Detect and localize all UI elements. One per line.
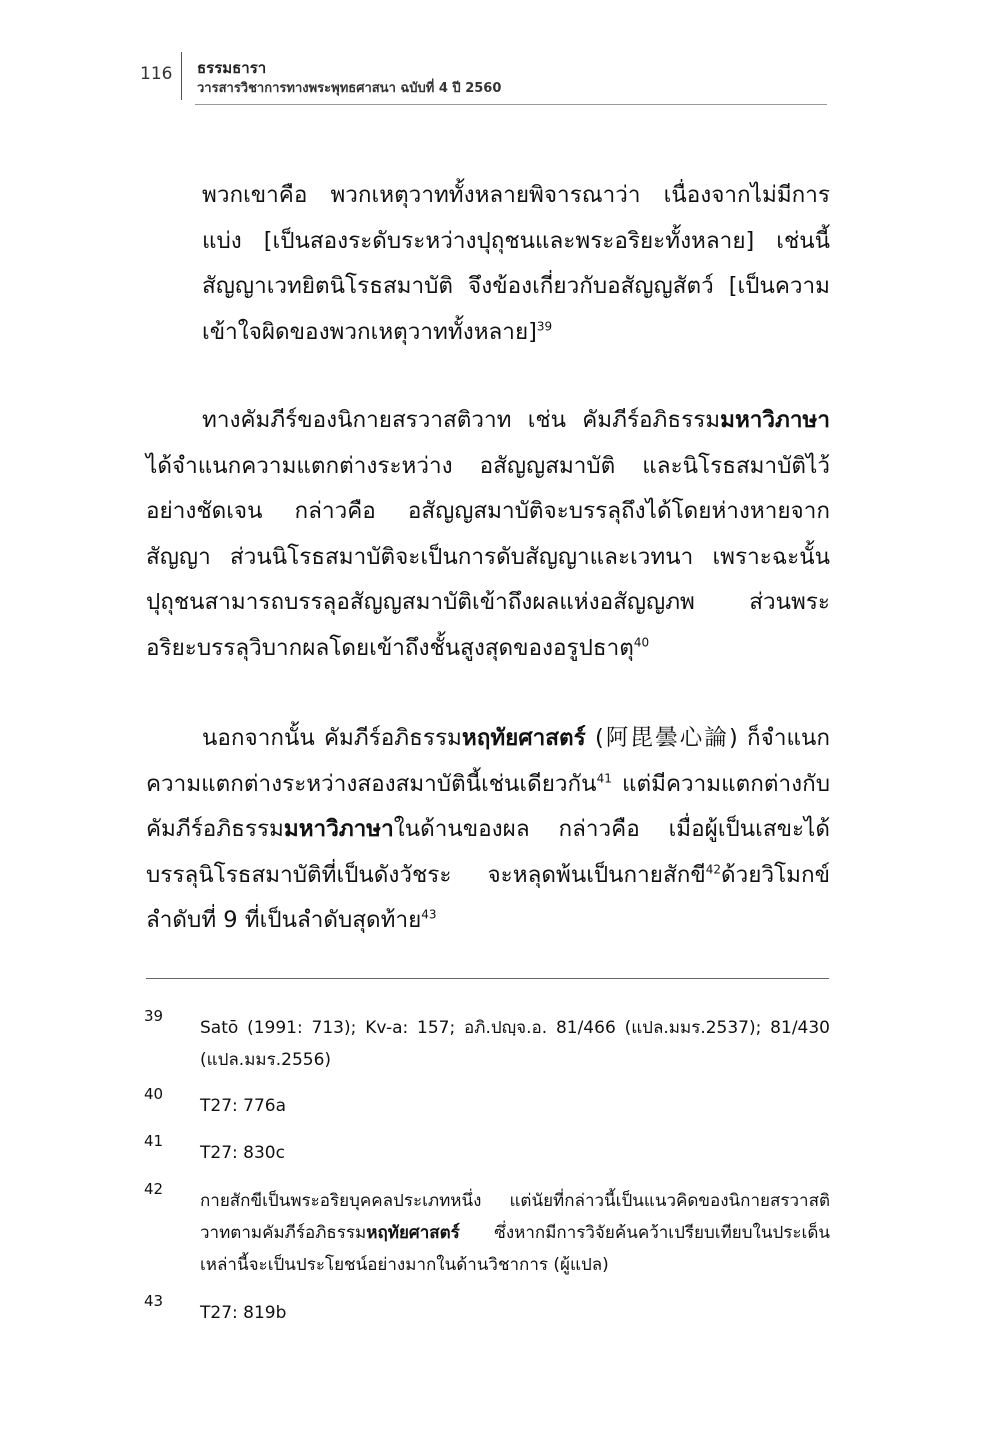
paragraph-1-text: พวกเขาคือ พวกเหตุวาททั้งหลายพิจารณาว่า เนื่องจากไม่มีการแบ่ง [เป็นสองระดับระหว่างปุถุชนและพระอริยะทั้งหลาย] เช่นนี้ สัญญาเวทยิตนิโรธสมาบัติ จึงข้องเกี่ยวกับอสัญญสัตว์ [เป็นความเข้าใจผิดของพวกเหตุวาททั้งหลาย]	[202, 182, 830, 345]
footnote-number: 42	[144, 1180, 164, 1198]
footnote-bold-title: หฤทัยศาสตร์	[366, 1223, 460, 1243]
footnote-ref-39: 39	[536, 319, 553, 333]
footnote-separator	[146, 978, 829, 979]
paragraph-3-text-4: ในด้านของผล กล่าวคือ เมื่อผู้เป็นเสขะได้บรรลุนิโรธสมาบัติที่เป็นดังวัชระ จะหลุดพ้นเป็นกายสักขี	[146, 816, 830, 888]
page-number: 116	[140, 64, 173, 84]
footnote-number: 41	[144, 1132, 164, 1150]
footnote-ref-42: 42	[705, 862, 722, 876]
paragraph-3-bold-2: มหาวิภาษา	[283, 816, 394, 842]
footnote-text: T27: 830c	[200, 1143, 285, 1163]
paragraph-3-text-3: แต่มีความแตกต่างกับคัมภีร์อภิธรรม	[146, 770, 830, 842]
paragraph-3	[146, 716, 830, 944]
paragraph-2-bold-title: มหาวิภาษา	[720, 407, 830, 433]
footnote-text: T27: 819b	[200, 1303, 287, 1323]
paragraph-2-text-before: ทางคัมภีร์ของนิกายสรวาสติวาท เช่น คัมภีร์อภิธรรม	[202, 407, 721, 433]
footnote-ref-40: 40	[633, 635, 650, 649]
journal-title: ธรรมธารา	[197, 59, 267, 77]
paragraph-1	[146, 173, 830, 355]
footnote-number: 43	[144, 1292, 164, 1310]
footnote-text: Satō (1991: 713); Kv-a: 157; อภิ.ปญฺจ.อ. 81/466 (แปล.มมร.2537); 81/430 (แปล.มมร.2556)	[200, 1018, 830, 1070]
header-divider	[181, 52, 182, 100]
footnote-text-part-1: กายสักขีเป็นพระอริยบุคคลประเภทหนึ่ง แต่นัยที่กล่าวนี้เป็นแนวคิดของนิกายสรวาสติวาทตามคัมภีร์อภิธรรม	[200, 1191, 830, 1243]
paragraph-3-bold-1: หฤทัยศาสตร์	[461, 725, 586, 751]
footnote-ref-41: 41	[596, 771, 612, 785]
paragraph-3-text-1: นอกจากนั้น คัมภีร์อภิธรรม	[202, 725, 462, 751]
paragraph-2-text-after: ได้จำแนกความแตกต่างระหว่าง อสัญญสมาบัติ และนิโรธสมาบัติไว้อย่างชัดเจน กล่าวคือ อสัญญสมาบัติจะบรรลุถึงได้โดยห่างหายจากสัญญา ส่วนนิโรธสมาบัติจะเป็นการดับสัญญาและเวทนา เพราะฉะนั้น ปุถุชนสามารถบรรลุอสัญญสมาบัติเข้าถึงผลแห่งอสัญญภพ ส่วนพระอริยะบรรลุวิบากผลโดยเข้าถึงชั้นสูงสุดของอรูปธาตุ	[146, 452, 830, 661]
page-header	[0, 0, 1000, 110]
footnote-number: 40	[144, 1085, 164, 1103]
paragraph-3-text-2: (阿毘曇心論) ก็จำแนกความแตกต่างระหว่างสองสมาบัตินี้เช่นเดียวกัน	[146, 725, 830, 797]
footnote-text-part-2: ซึ่งหากมีการวิจัยค้นคว้าเปรียบเทียบในประเด็นเหล่านี้จะเป็นประโยชน์อย่างมากในด้านวิชาการ (ผู้แปล)	[200, 1223, 830, 1275]
header-rule	[195, 104, 827, 105]
paragraph-3-text-5: ด้วยวิโมกข์ลำดับที่ 9 ที่เป็นลำดับสุดท้าย	[146, 861, 830, 933]
footnote-number: 39	[144, 1007, 164, 1025]
footnote-text	[200, 1185, 830, 1281]
footnote-ref-43: 43	[421, 907, 437, 922]
footnote-text: T27: 776a	[200, 1096, 287, 1116]
paragraph-2	[146, 398, 830, 671]
journal-subtitle: วารสารวิชาการทางพระพุทธศาสนา ฉบับที่ 4 ปี 2560	[197, 81, 502, 96]
